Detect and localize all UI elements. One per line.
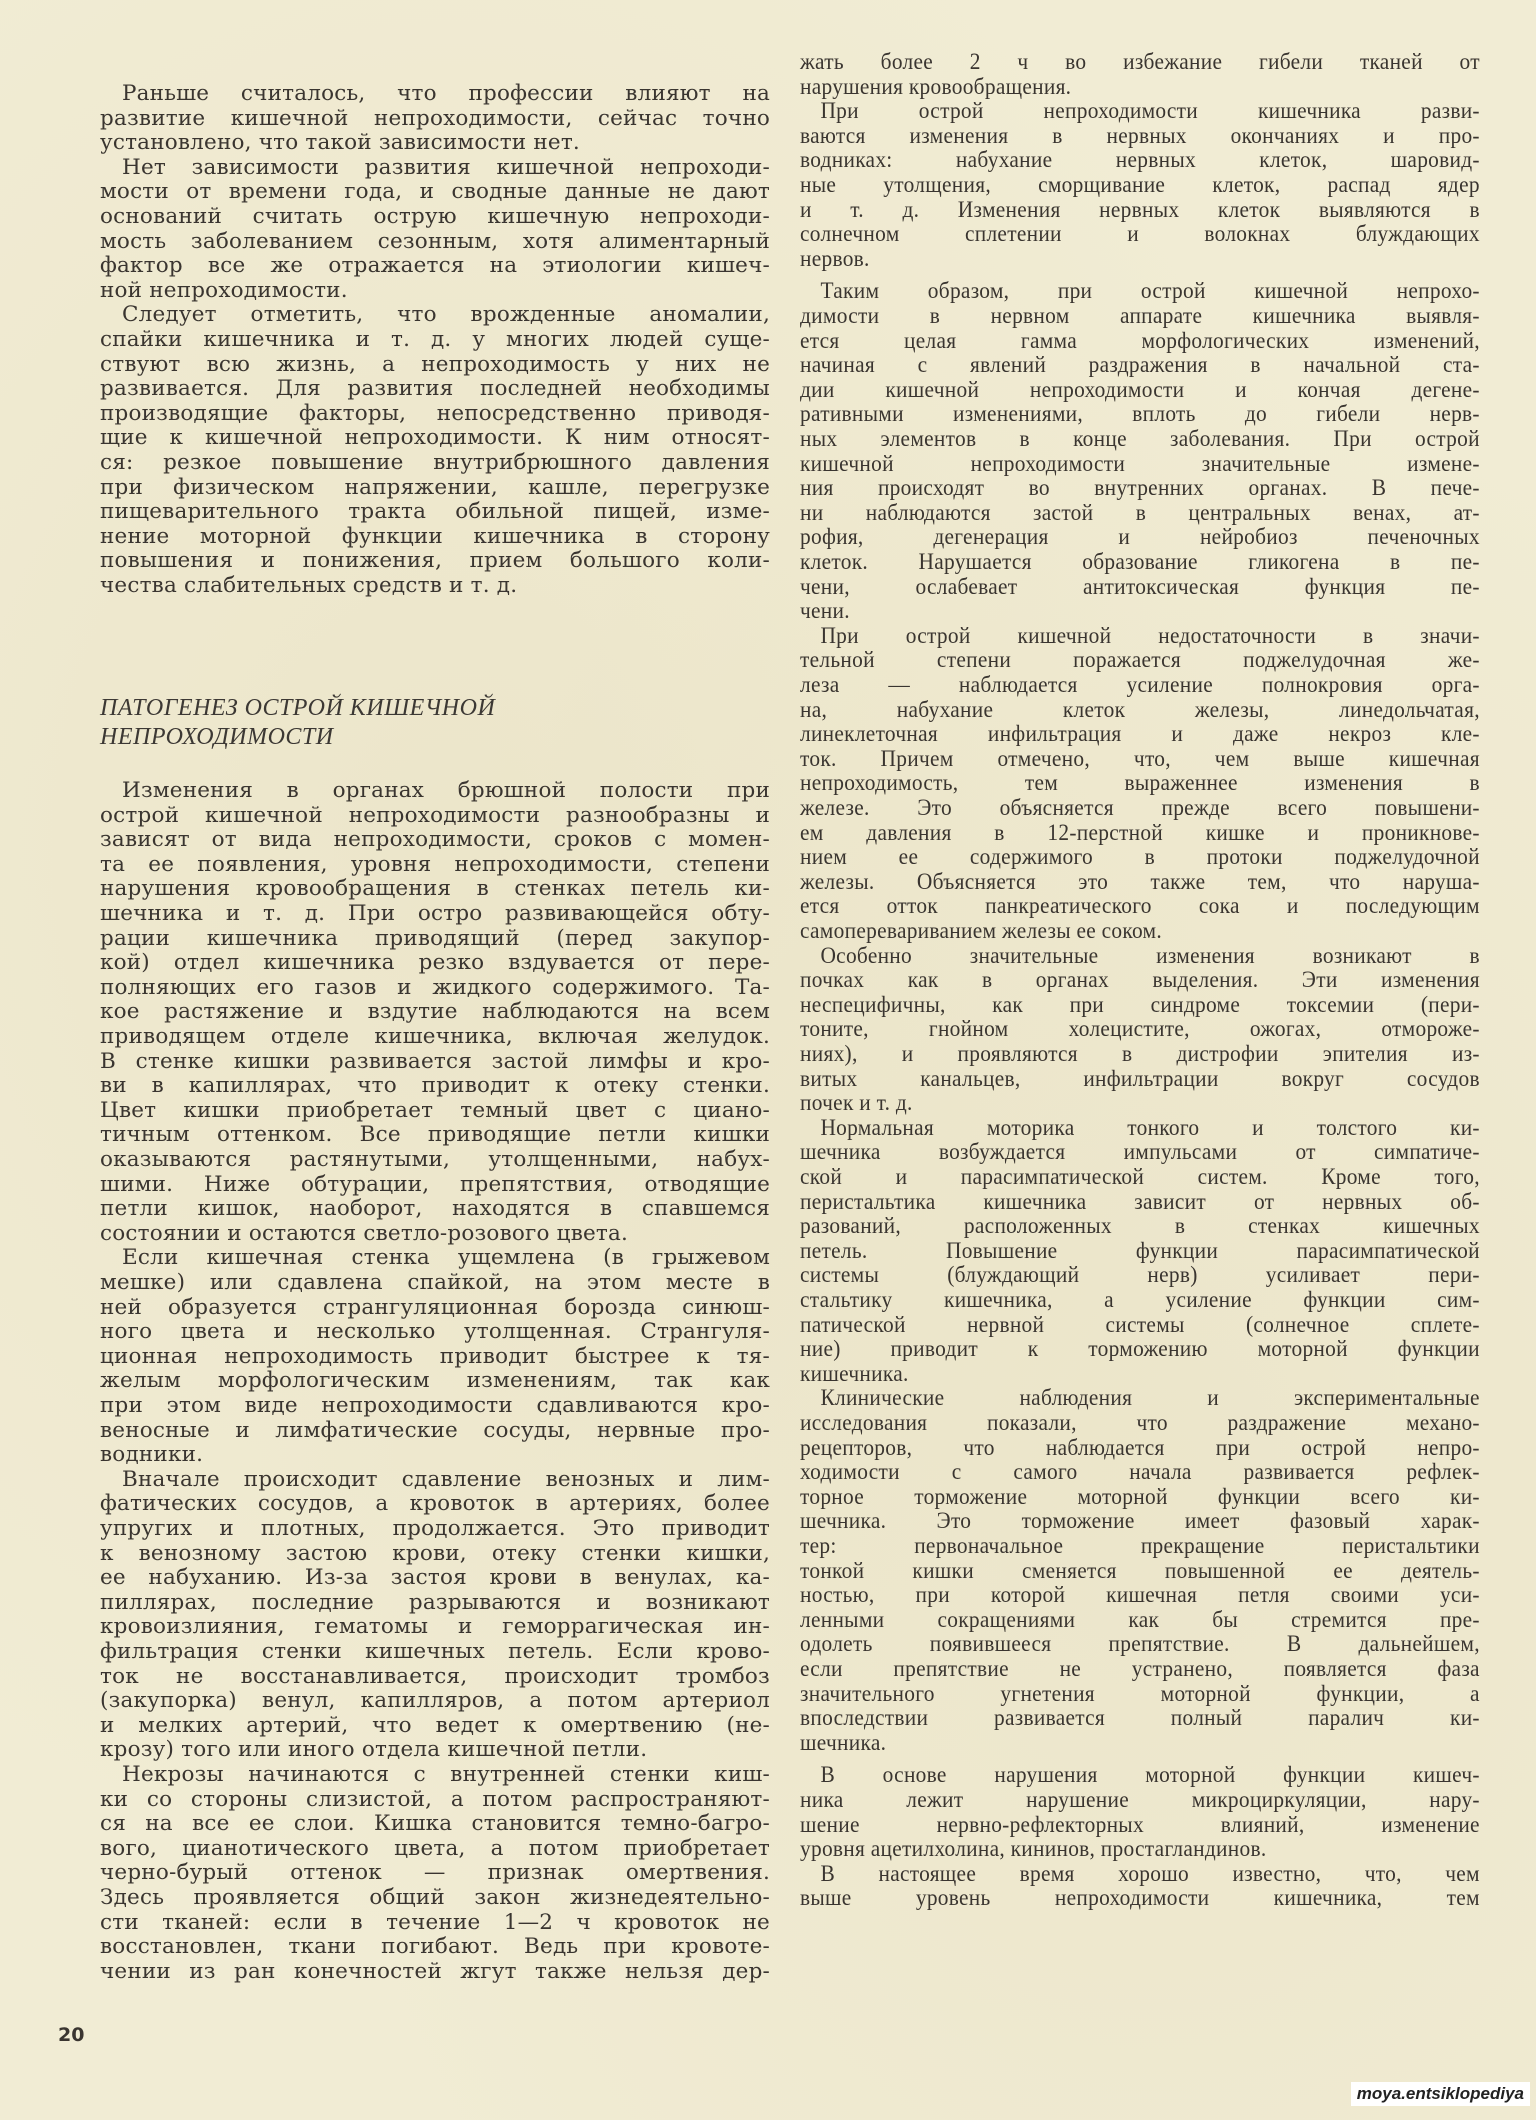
text-line: нение моторной функции кишечника в сторону	[100, 523, 770, 549]
text-line: установлено, что такой зависимости нет.	[100, 130, 580, 156]
text-line: Таким образом, при острой кишечной непрохо-	[820, 278, 1480, 304]
text-line: вого, цианотического цвета, а потом приобретает	[100, 1835, 770, 1861]
text-line: Изменения в органах брюшной полости при	[122, 778, 770, 803]
text-line: при физическом напряжении, кашле, перегрузке	[100, 474, 770, 500]
text-line: петель. Повышение функции парасимпатической	[800, 1237, 1480, 1263]
text-line: ние) приводит к торможению моторной функции	[800, 1336, 1480, 1362]
text-line: рации кишечника приводящий (перед закупор-	[100, 925, 770, 951]
text-line: нарушения кровообращения.	[800, 73, 1072, 99]
text-line: и мелких артерий, что ведет к омертвению (не-	[100, 1712, 770, 1738]
text-line: жать более 2 ч во избежание гибели тканей от	[800, 49, 1480, 74]
text-line: железы. Объясняется это также тем, что наруша-	[800, 868, 1480, 894]
text-line: линеклеточная инфильтрация и даже некроз кле-	[800, 721, 1480, 747]
text-line: значительного угнетения моторной функции, а	[800, 1680, 1480, 1706]
text-line: ся: резкое повышение внутрибрюшного давления	[100, 450, 770, 475]
text-line: железе. Это объясняется прежде всего повышени-	[800, 795, 1480, 820]
text-line: восстановлен, ткани погибают. Ведь при кровоте-	[100, 1934, 770, 1960]
text-line: ной непроходимости.	[100, 277, 348, 303]
text-line: при этом виде непроходимости сдавливаются кро-	[100, 1393, 770, 1418]
text-line: шими. Ниже обтурации, препятствия, отводящие	[100, 1171, 770, 1197]
text-line: приводящем отделе кишечника, включая желудок.	[100, 1024, 770, 1049]
text-line: мость заболеванием сезонным, хотя алиментарный	[100, 228, 770, 254]
text-line: та ее появления, уровня непроходимости, степени	[100, 851, 770, 877]
text-line: шечника. Это торможение имеет фазовый харак-	[800, 1508, 1480, 1534]
text-line: одолеть появившееся препятствие. В дальнейшем,	[800, 1631, 1480, 1657]
text-line: ток. Причем отмечено, что, чем выше кишечная	[800, 745, 1480, 771]
text-line: водниках: набухание нервных клеток, шаровид-	[800, 147, 1480, 173]
text-line: самоперевариванием железы ее соком.	[800, 918, 1163, 943]
text-line: ленными сокращениями как бы стремится пре-	[800, 1606, 1480, 1632]
text-line: кишечника.	[800, 1360, 909, 1386]
text-line: ника лежит нарушение микроциркуляции, нару-	[800, 1787, 1480, 1812]
text-line: нарушения кровообращения в стенках петель ки-	[100, 876, 770, 902]
text-line: чества слабительных средств и т. д.	[100, 573, 518, 598]
text-line: пиллярах, последние разрываются и возникают	[100, 1589, 770, 1615]
text-line: крозу) того или иного отдела кишечной петли.	[100, 1737, 648, 1763]
text-line: системы (блуждающий нерв) усиливает пери-	[800, 1262, 1480, 1288]
text-line: пищеварительного тракта обильной пищей, изме-	[100, 499, 770, 525]
text-line: развитие кишечной непроходимости, сейчас точно	[100, 105, 770, 131]
text-line: тичным оттенком. Все приводящие петли кишки	[100, 1122, 770, 1148]
page-number: 20	[58, 2024, 85, 2046]
text-line: кишечной непроходимости значительные измене-	[800, 450, 1480, 476]
text-line: Особенно значительные изменения возникают в	[820, 942, 1480, 968]
text-line: почек и т. д.	[800, 1090, 913, 1116]
text-line: ные утолщения, сморщивание клеток, распад ядер	[800, 172, 1480, 197]
text-line: начиная с явлений раздражения в начальной ста-	[800, 352, 1480, 378]
text-line: Некрозы начинаются с внутренней стенки киш-	[122, 1762, 770, 1787]
section-heading-line: ПАТОГЕНЕЗ ОСТРОЙ КИШЕЧНОЙ	[100, 695, 496, 721]
text-line: тоните, гнойном холецистите, ожогах, отмороже-	[800, 1016, 1480, 1042]
text-line: ствуют всю жизнь, а непроходимость у них не	[100, 351, 770, 377]
text-line: зависят от вида непроходимости, сроков с момен-	[100, 827, 770, 853]
text-line: В настоящее время хорошо известно, что, чем	[820, 1860, 1480, 1886]
text-line: димости в нервном аппарате кишечника выявля-	[800, 303, 1480, 328]
text-line: шечника возбуждается импульсами от симпатиче-	[800, 1139, 1480, 1165]
text-line: ки со стороны слизистой, а потом распространяют-	[100, 1786, 770, 1812]
text-line: ской и парасимпатической систем. Кроме того,	[800, 1164, 1480, 1189]
text-line: мости от времени года, и сводные данные не дают	[100, 179, 770, 205]
text-line: шение нервно-рефлекторных влияний, изменение	[800, 1811, 1480, 1837]
text-line: щие к кишечной непроходимости. К ним относят-	[100, 425, 770, 451]
text-line: нервов.	[800, 245, 870, 271]
text-line: рофия, дегенерация и нейробиоз печеночных	[800, 524, 1480, 550]
text-line: черно-бурый оттенок — признак омертвения.	[100, 1860, 770, 1886]
text-line: Цвет кишки приобретает темный цвет с циано-	[100, 1097, 770, 1123]
text-line: спайки кишечника и т. д. у многих людей суще-	[100, 327, 770, 352]
text-line: В стенке кишки развивается застой лимфы и кро-	[100, 1048, 770, 1074]
text-line: упругих и плотных, продолжается. Это приводит	[100, 1516, 770, 1541]
text-line: непроходимость, тем выраженнее изменения в	[800, 770, 1480, 796]
text-line: неспецифичны, как при синдроме токсемии (пери-	[800, 991, 1480, 1017]
text-line: фактор все же отражается на этиологии кишеч-	[100, 253, 770, 279]
text-line: ем давления в 12-перстной кишке и проникнове-	[800, 819, 1480, 845]
text-line: производящие факторы, непосредственно приводя-	[100, 400, 770, 426]
text-line: ниях), и проявляются в дистрофии эпителия из-	[800, 1041, 1480, 1066]
text-line: тонкой кишки сменяется повышенной ее деятель-	[800, 1557, 1480, 1583]
text-line: если препятствие не устранено, появляется фаза	[800, 1656, 1480, 1681]
text-line: состоянии и остаются светло-розового цвета.	[100, 1220, 629, 1246]
text-line: кой) отдел кишечника резко вздувается от пере-	[100, 950, 770, 976]
text-line: чении из ран конечностей жгут также нельзя дер-	[100, 1958, 770, 1984]
text-line: кровоизлияния, гематомы и геморрагическая ин-	[100, 1614, 770, 1640]
text-line: ней образуется странгуляционная борозда синюш-	[100, 1294, 770, 1320]
text-line: почках как в органах выделения. Эти изменения	[800, 967, 1480, 993]
section-heading-line: НЕПРОХОДИМОСТИ	[100, 724, 334, 750]
text-line: и т. д. Изменения нервных клеток выявляются в	[800, 196, 1480, 222]
text-line: мешке) или сдавлена спайкой, на этом месте в	[100, 1270, 770, 1295]
text-line: нием ее содержимого в протоки поджелудочной	[800, 844, 1480, 870]
text-line: (закупорка) венул, капилляров, а потом артериол	[100, 1688, 770, 1714]
text-line: чени, ослабевает антитоксическая функция пе-	[800, 573, 1480, 599]
text-line: ется отток панкреатического сока и последующим	[800, 893, 1480, 919]
text-line: При острой кишечной недостаточности в значи-	[820, 622, 1480, 648]
text-line: выше уровень непроходимости кишечника, тем	[800, 1885, 1480, 1911]
text-line: Если кишечная стенка ущемлена (в грыжевом	[122, 1245, 770, 1271]
text-line: стальтику кишечника, а усиление функции сим-	[800, 1287, 1480, 1312]
text-line: ционная непроходимость приводит быстрее к тя-	[100, 1343, 770, 1369]
text-line: ного цвета и несколько утолщенная. Странгуля-	[100, 1319, 770, 1345]
text-line: ток не восстанавливается, происходит тромбоз	[100, 1663, 770, 1689]
text-line: леза — наблюдается усиление полнокровия орга-	[800, 672, 1480, 697]
text-line: впоследствии развивается полный паралич ки-	[800, 1705, 1480, 1731]
text-line: ративными изменениями, вплоть до гибели нерв-	[800, 401, 1480, 427]
text-line: кое растяжение и вздутие наблюдаются на всем	[100, 999, 770, 1025]
text-line: на, набухание клеток железы, линедольчатая,	[800, 696, 1480, 722]
text-line: шечника.	[800, 1729, 887, 1755]
text-line: веносные и лимфатические сосуды, нервные про-	[100, 1417, 770, 1443]
text-line: ее набуханию. Из-за застоя крови в венулах, ка-	[100, 1565, 770, 1591]
text-line: к венозному застою крови, отеку стенки кишки,	[100, 1540, 770, 1566]
text-line: острой кишечной непроходимости разнообразны и	[100, 802, 770, 828]
text-line: оснований считать острую кишечную непроходи-	[100, 204, 770, 229]
text-line: повышения и понижения, прием большого коли-	[100, 548, 770, 574]
text-line: петли кишок, наоборот, находятся в спавшемся	[100, 1196, 770, 1222]
text-line: Нормальная моторика тонкого и толстого ки-	[820, 1114, 1480, 1140]
text-line: водники.	[100, 1442, 204, 1468]
text-line: Следует отметить, что врожденные аномалии,	[122, 302, 770, 328]
text-line: фатических сосудов, а кровоток в артериях, более	[100, 1491, 770, 1517]
text-line: ется целая гамма морфологических изменений,	[800, 327, 1480, 353]
text-line: Клинические наблюдения и экспериментальные	[820, 1385, 1480, 1411]
text-line: чени.	[800, 598, 850, 624]
text-line: дии кишечной непроходимости и кончая дегене-	[800, 376, 1480, 402]
text-line: исследования показали, что раздражение механо-	[800, 1410, 1480, 1435]
text-line: рецепторов, что наблюдается при острой непро-	[800, 1434, 1480, 1460]
text-line: Раньше считалось, что профессии влияют на	[122, 81, 770, 106]
text-line: торное торможение моторной функции всего ки-	[800, 1483, 1480, 1509]
text-line: При острой непроходимости кишечника разви-	[820, 98, 1480, 124]
text-line: патической нервной системы (солнечное сплете-	[800, 1311, 1480, 1337]
text-line: фильтрация стенки кишечных петель. Если крово-	[100, 1639, 770, 1664]
text-line: витых канальцев, инфильтрации вокруг сосудов	[800, 1065, 1480, 1091]
text-line: полняющих его газов и жидкого содержимого. Та-	[100, 974, 770, 1000]
text-line: разований, расположенных в стенках кишечных	[800, 1213, 1480, 1239]
text-line: ных элементов в конце заболевания. При острой	[800, 426, 1480, 451]
text-line: ностью, при которой кишечная петля своими уси-	[800, 1582, 1480, 1608]
text-line: ваются изменения в нервных окончаниях и про-	[800, 122, 1480, 148]
text-line: шечника и т. д. При остро развивающейся обту-	[100, 901, 770, 926]
text-line: ся на все ее слои. Кишка становится темно-багро-	[100, 1811, 770, 1837]
text-line: клеток. Нарушается образование гликогена в пе-	[800, 549, 1480, 574]
text-line: оказываются растянутыми, утолщенными, набух-	[100, 1147, 770, 1172]
text-line: ния происходят во внутренних органах. В пече-	[800, 475, 1480, 501]
text-line: солнечном сплетении и волокнах блуждающих	[800, 221, 1480, 247]
text-line: Здесь проявляется общий закон жизнедеятельно-	[100, 1885, 770, 1910]
text-line: тельной степени поражается поджелудочная же-	[800, 647, 1480, 673]
text-line: тер: первоначальное прекращение перистальтики	[800, 1533, 1480, 1558]
text-line: Вначале происходит сдавление венозных и лим-	[122, 1466, 770, 1492]
text-line: желым морфологическим изменениям, так как	[100, 1368, 770, 1394]
text-line: ви в капиллярах, что приводит к отеку стенки.	[100, 1073, 770, 1099]
text-line: В основе нарушения моторной функции кишеч-	[820, 1762, 1480, 1788]
text-line: перистальтика кишечника зависит от нервных об-	[800, 1188, 1480, 1214]
text-line: сти тканей: если в течение 1—2 ч кровоток не	[100, 1909, 770, 1935]
text-line: уровня ацетилхолина, кининов, простагландинов.	[800, 1836, 1267, 1862]
text-line: ходимости с самого начала развивается рефлек-	[800, 1459, 1480, 1485]
text-line: ни наблюдаются застой в центральных венах, ат-	[800, 499, 1480, 525]
watermark: moya.entsiklopediya	[1351, 2082, 1530, 2106]
text-line: развивается. Для развития последней необходимы	[100, 376, 770, 402]
text-line: Нет зависимости развития кишечной непроходи-	[122, 154, 770, 180]
